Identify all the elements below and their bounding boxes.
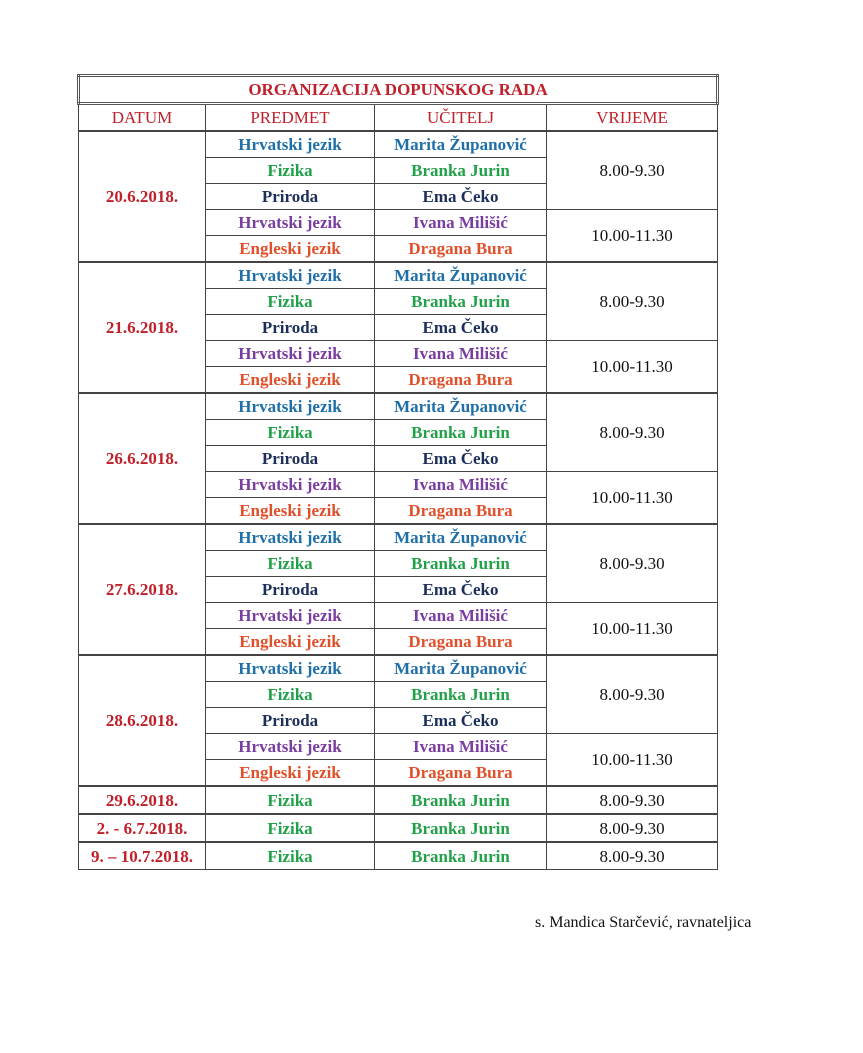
teacher-cell: Branka Jurin	[375, 814, 547, 842]
date-cell: 26.6.2018.	[79, 393, 206, 524]
subject-cell: Fizika	[206, 289, 375, 315]
teacher-cell: Marita Županović	[375, 131, 547, 158]
teacher-cell: Dragana Bura	[375, 760, 547, 787]
subject-cell: Hrvatski jezik	[206, 472, 375, 498]
subject-cell: Engleski jezik	[206, 498, 375, 525]
table-row	[79, 655, 718, 682]
teacher-cell: Ivana Milišić	[375, 603, 547, 629]
teacher-cell: Marita Županović	[375, 524, 547, 551]
header-datum: DATUM	[79, 104, 206, 132]
schedule-table	[77, 74, 719, 870]
subject-cell: Fizika	[206, 786, 375, 814]
teacher-cell: Dragana Bura	[375, 236, 547, 263]
table-row	[79, 814, 718, 842]
header-ucitelj: UČITELJ	[375, 104, 547, 132]
time-cell: 8.00-9.30	[547, 786, 718, 814]
subject-cell: Engleski jezik	[206, 629, 375, 656]
teacher-cell: Dragana Bura	[375, 498, 547, 525]
date-cell: 28.6.2018.	[79, 655, 206, 786]
teacher-cell: Dragana Bura	[375, 367, 547, 394]
date-cell: 27.6.2018.	[79, 524, 206, 655]
subject-cell: Priroda	[206, 577, 375, 603]
time-cell: 10.00-11.30	[547, 603, 718, 656]
teacher-cell: Branka Jurin	[375, 420, 547, 446]
teacher-cell: Ivana Milišić	[375, 472, 547, 498]
date-cell: 2. - 6.7.2018.	[79, 814, 206, 842]
subject-cell: Fizika	[206, 842, 375, 870]
subject-cell: Fizika	[206, 158, 375, 184]
subject-cell: Engleski jezik	[206, 760, 375, 787]
date-cell: 21.6.2018.	[79, 262, 206, 393]
date-cell: 29.6.2018.	[79, 786, 206, 814]
header-vrijeme: VRIJEME	[547, 104, 718, 132]
teacher-cell: Branka Jurin	[375, 786, 547, 814]
time-cell: 10.00-11.30	[547, 210, 718, 263]
teacher-cell: Branka Jurin	[375, 551, 547, 577]
teacher-cell: Branka Jurin	[375, 842, 547, 870]
header-row	[79, 104, 718, 132]
subject-cell: Hrvatski jezik	[206, 341, 375, 367]
table-row	[79, 131, 718, 158]
teacher-cell: Ivana Milišić	[375, 734, 547, 760]
teacher-cell: Branka Jurin	[375, 682, 547, 708]
table-row	[79, 786, 718, 814]
teacher-cell: Ema Čeko	[375, 446, 547, 472]
time-cell: 8.00-9.30	[547, 842, 718, 870]
subject-cell: Hrvatski jezik	[206, 603, 375, 629]
table-row	[79, 524, 718, 551]
teacher-cell: Ema Čeko	[375, 184, 547, 210]
table-title: ORGANIZACIJA DOPUNSKOG RADA	[79, 76, 718, 104]
time-cell: 10.00-11.30	[547, 472, 718, 525]
time-cell: 8.00-9.30	[547, 393, 718, 472]
subject-cell: Priroda	[206, 446, 375, 472]
teacher-cell: Ema Čeko	[375, 577, 547, 603]
subject-cell: Hrvatski jezik	[206, 393, 375, 420]
teacher-cell: Marita Županović	[375, 393, 547, 420]
subject-cell: Hrvatski jezik	[206, 262, 375, 289]
table-row	[79, 393, 718, 420]
teacher-cell: Ema Čeko	[375, 315, 547, 341]
subject-cell: Engleski jezik	[206, 236, 375, 263]
table-row	[79, 842, 718, 870]
subject-cell: Hrvatski jezik	[206, 524, 375, 551]
subject-cell: Fizika	[206, 420, 375, 446]
teacher-cell: Dragana Bura	[375, 629, 547, 656]
subject-cell: Priroda	[206, 708, 375, 734]
subject-cell: Hrvatski jezik	[206, 210, 375, 236]
subject-cell: Priroda	[206, 315, 375, 341]
subject-cell: Fizika	[206, 551, 375, 577]
time-cell: 8.00-9.30	[547, 524, 718, 603]
date-cell: 20.6.2018.	[79, 131, 206, 262]
table-row	[79, 262, 718, 289]
subject-cell: Fizika	[206, 814, 375, 842]
time-cell: 8.00-9.30	[547, 262, 718, 341]
teacher-cell: Ema Čeko	[375, 708, 547, 734]
time-cell: 8.00-9.30	[547, 814, 718, 842]
teacher-cell: Marita Županović	[375, 262, 547, 289]
teacher-cell: Ivana Milišić	[375, 210, 547, 236]
subject-cell: Hrvatski jezik	[206, 131, 375, 158]
signature: s. Mandica Starčević, ravnateljica	[535, 914, 752, 931]
header-predmet: PREDMET	[206, 104, 375, 132]
time-cell: 8.00-9.30	[547, 131, 718, 210]
time-cell: 10.00-11.30	[547, 341, 718, 394]
teacher-cell: Branka Jurin	[375, 158, 547, 184]
subject-cell: Priroda	[206, 184, 375, 210]
subject-cell: Engleski jezik	[206, 367, 375, 394]
date-cell: 9. – 10.7.2018.	[79, 842, 206, 870]
subject-cell: Hrvatski jezik	[206, 734, 375, 760]
subject-cell: Hrvatski jezik	[206, 655, 375, 682]
time-cell: 10.00-11.30	[547, 734, 718, 787]
teacher-cell: Branka Jurin	[375, 289, 547, 315]
subject-cell: Fizika	[206, 682, 375, 708]
time-cell: 8.00-9.30	[547, 655, 718, 734]
teacher-cell: Marita Županović	[375, 655, 547, 682]
teacher-cell: Ivana Milišić	[375, 341, 547, 367]
